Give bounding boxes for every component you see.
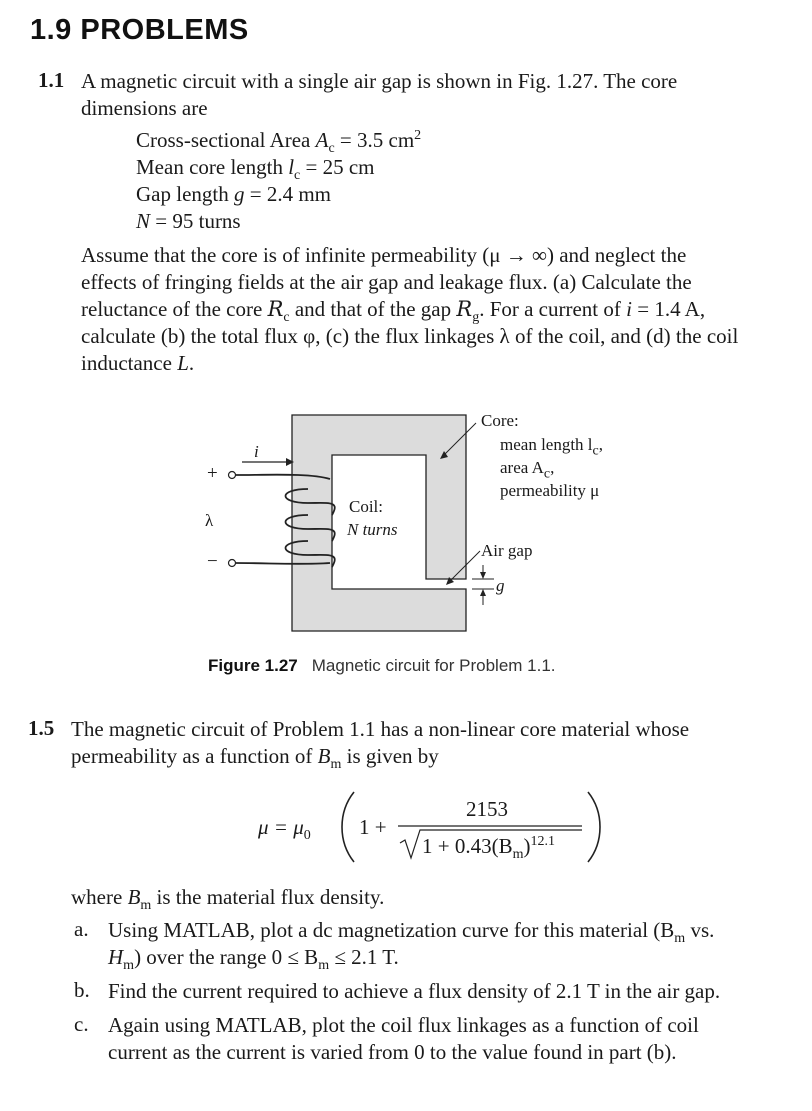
problem-1-1-intro-line2: dimensions are bbox=[81, 96, 208, 120]
minus-terminal bbox=[229, 560, 236, 567]
problem-1-1-body-line5: inductance L. bbox=[81, 351, 195, 375]
core-permeability-label: permeability μ bbox=[500, 481, 600, 500]
minus-label: − bbox=[207, 551, 218, 572]
item-a-line1: Using MATLAB, plot a dc magnetization curve for this material ($B_m$ vs. bbox=[108, 918, 715, 947]
current-label: i bbox=[254, 442, 259, 461]
dimension-length: Mean core length $l_c = 25$ cm bbox=[136, 155, 375, 184]
equation-lhs: $\mu = \mu_0$ bbox=[258, 815, 311, 844]
where-line: where $B_m$ is the material flux density. bbox=[71, 885, 385, 914]
problem-1-5-number: 1.5 bbox=[28, 716, 55, 740]
equation-numerator: 2153 bbox=[466, 797, 508, 821]
item-b-line1: Find the current required to achieve a flux density of 2.1 T in the air gap. bbox=[108, 979, 721, 1003]
coil-label: Coil: bbox=[349, 497, 384, 516]
dimension-gap: Gap length g = 2.4 mm bbox=[136, 182, 331, 206]
problem-1-1-body-line3: reluctance of the core $R_c$ and that of the gap $R_g$. For a current of i = 1.4 A, bbox=[81, 297, 706, 326]
problem-1-1-number: 1.1 bbox=[38, 68, 65, 92]
equation-denominator: $1 + 0.43(B_m)^{12.1}$ bbox=[422, 834, 555, 863]
item-a-line2: $H_m$) over the range $0 \le B_m \le 2.1$ T. bbox=[108, 945, 399, 974]
problem-1-1-body-line2: effects of fringing fields at the air gap and leakage flux. (a) Calculate the bbox=[81, 270, 692, 294]
plus-label: + bbox=[207, 463, 218, 484]
section-heading: 1.9 PROBLEMS bbox=[30, 14, 249, 46]
lambda-label: λ bbox=[205, 511, 214, 530]
coil-turns-label: N turns bbox=[347, 520, 398, 539]
problem-1-1-body-line1: Assume that the core is of infinite permeability (μ → ∞) and neglect the bbox=[81, 243, 687, 267]
item-a-label: a. bbox=[74, 917, 89, 941]
gap-g-label: g bbox=[496, 576, 505, 595]
item-c-line1: Again using MATLAB, plot the coil flux linkages as a function of coil bbox=[108, 1013, 699, 1037]
problem-1-5-intro-line1: The magnetic circuit of Problem 1.1 has a non-linear core material whose bbox=[71, 717, 690, 741]
item-c-line2: current as the current is varied from 0 to the value found in part (b). bbox=[108, 1040, 677, 1064]
figure-caption: Figure 1.27 Magnetic circuit for Problem 1.1. bbox=[208, 656, 556, 675]
dimension-area: Cross-sectional Area $A_c = 3.5$ $cm^2$ bbox=[136, 128, 422, 157]
core-label: Core: bbox=[481, 411, 519, 430]
problem-1-1-body-line4: calculate (b) the total flux φ, (c) the flux linkages λ of the coil, and (d) the coil bbox=[81, 324, 739, 348]
core-area-label: area $A_c$, bbox=[500, 458, 555, 482]
core-length-label: mean length $l_c$, bbox=[500, 435, 603, 459]
problem-1-1-intro-line1: A magnetic circuit with a single air gap is shown in Fig. 1.27. The core bbox=[81, 69, 678, 93]
item-b-label: b. bbox=[74, 978, 90, 1002]
plus-terminal bbox=[229, 472, 236, 479]
equation-one-plus: 1 + bbox=[359, 815, 387, 839]
air-gap-label: Air gap bbox=[481, 541, 533, 560]
problem-1-5-intro-line2: permeability as a function of $B_m$ is given by bbox=[71, 744, 439, 773]
dimension-turns: N = 95 turns bbox=[136, 209, 241, 233]
item-c-label: c. bbox=[74, 1012, 89, 1036]
